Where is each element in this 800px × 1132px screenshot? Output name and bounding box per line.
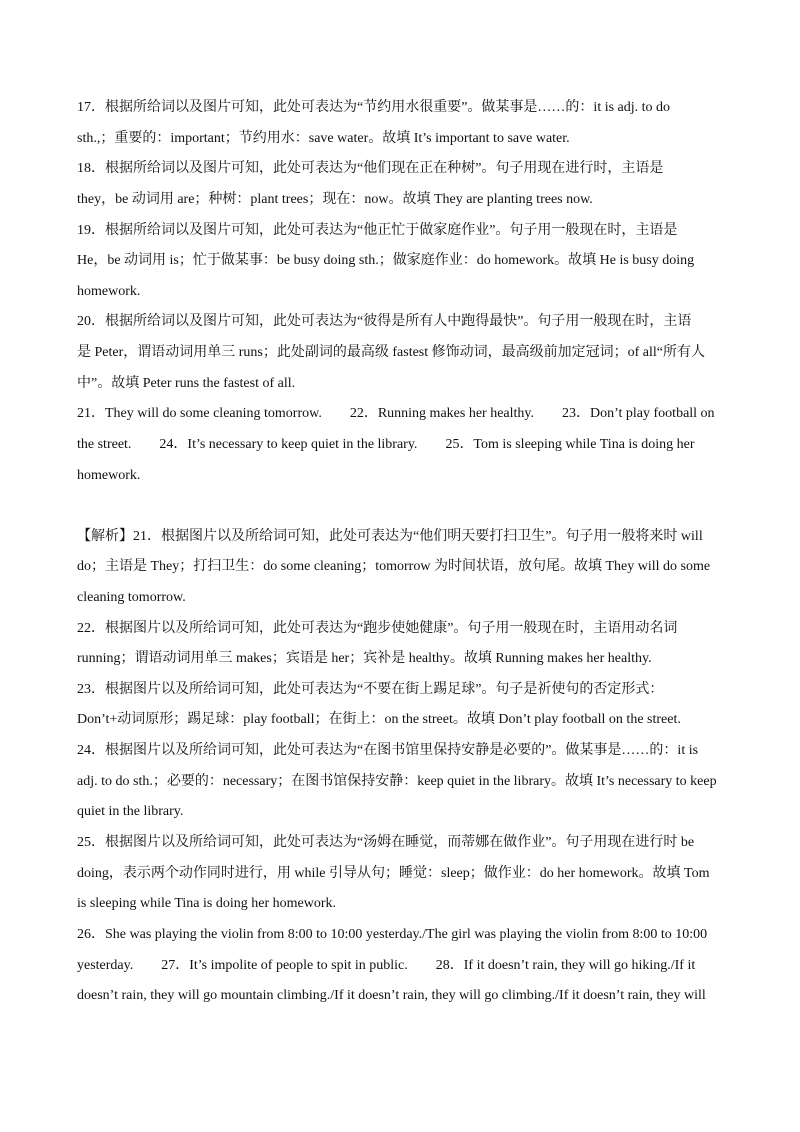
explanation-20-line-2: 是 Peter，谓语动词用单三 runs；此处副词的最高级 fastest 修饰动词，最高级前加定冠词；of all“所有人 (77, 345, 706, 361)
explanation-20-line-1: 20．根据所给词以及图片可知，此处可表达为“彼得是所有人中跑得最快”。句子用一般现在时，主语 (77, 314, 692, 330)
answer-row (77, 951, 717, 982)
paragraph-spacer (77, 491, 717, 521)
answer-21: 21．They will do some cleaning tomorrow. (77, 406, 322, 422)
analysis-21-line-2: do；主语是 They；打扫卫生：do some cleaning；tomorrow 为时间状语，放句尾。故填 They will do some (77, 559, 711, 575)
answers-26-28 (77, 920, 717, 1012)
answer-row (77, 399, 717, 430)
explanation-18-line-2: they，be 动词用 are；种树：plant trees；现在：now。故填 They are planting trees now. (77, 191, 593, 207)
answer-row (77, 920, 717, 951)
explanation-17-line-1: 17．根据所给词以及图片可知，此处可表达为“节约用水很重要”。做某事是……的：it is adj. to do (77, 100, 671, 115)
explanation-19-line-1: 19．根据所给词以及图片可知，此处可表达为“他正忙于做家庭作业”。句子用一般现在时，主语是 (77, 222, 678, 238)
analysis-21-line-1: 【解析】21．根据图片以及所给词可知，此处可表达为“他们明天要打扫卫生”。句子用一般将来时 will (77, 528, 703, 544)
analysis-22-line-1: 22．根据图片以及所给词可知，此处可表达为“跑步使她健康”。句子用一般现在时，主语用动名词 (77, 620, 678, 636)
analysis-21-25 (77, 522, 717, 920)
document-body (77, 93, 717, 1012)
analysis-23-line-1: 23．根据图片以及所给词可知，此处可表达为“不要在街上踢足球”。句子是祈使句的否定形式： (77, 681, 664, 697)
answer-26-end: yesterday. (77, 957, 134, 973)
answer-24: 24．It’s necessary to keep quiet in the library. (159, 437, 418, 453)
answer-row (77, 981, 717, 1012)
answer-23-end: the street. (77, 437, 132, 453)
answer-row (77, 430, 717, 461)
explanation-17-line-2: sth.,；重要的：important；节约用水：save water。故填 It’s important to save water. (77, 130, 570, 146)
analysis-21-line-3: cleaning tomorrow. (77, 589, 186, 605)
answer-27: 27．It’s impolite of people to spit in public. (161, 957, 408, 973)
analysis-23-line-2: Don’t+动词原形；踢足球：play football；在街上：on the street。故填 Don’t play football on the street. (77, 712, 681, 728)
analysis-25-line-3: is sleeping while Tina is doing her homework. (77, 896, 336, 912)
answers-21-25 (77, 399, 717, 491)
answer-23-start: 23．Don’t play football on (562, 406, 715, 422)
answer-25-start: 25．Tom is sleeping while Tina is doing her (445, 437, 695, 453)
explanations-17-20 (77, 93, 717, 399)
analysis-25-line-1: 25．根据图片以及所给词可知，此处可表达为“汤姆在睡觉，而蒂娜在做作业”。句子用现在进行时 be (77, 834, 695, 850)
analysis-24-line-1: 24．根据图片以及所给词可知，此处可表达为“在图书馆里保持安静是必要的”。做某事是……的：it is (77, 743, 699, 759)
explanation-20-line-3: 中”。故填 Peter runs the fastest of all. (77, 375, 296, 391)
analysis-24-line-2: adj. to do sth.；必要的：necessary；在图书馆保持安静：keep quiet in the library。故填 It’s necessary to keep (77, 773, 717, 789)
analysis-24-line-3: quiet in the library. (77, 804, 184, 820)
answer-28-continued: doesn’t rain, they will go mountain climbing./If it doesn’t rain, they will go climbing./If it doesn’t rain, they will (77, 988, 706, 1004)
answer-26: 26．She was playing the violin from 8:00 to 10:00 yesterday./The girl was playing the violin from 8:00 to 10:00 (77, 926, 708, 942)
explanation-18-line-1: 18．根据所给词以及图片可知，此处可表达为“他们现在正在种树”。句子用现在进行时，主语是 (77, 161, 664, 177)
explanation-19-line-3: homework. (77, 283, 141, 299)
answer-28-start: 28．If it doesn’t rain, they will go hiking./If it (435, 957, 696, 973)
answer-row (77, 461, 717, 492)
analysis-25-line-2: doing，表示两个动作同时进行，用 while 引导从句；睡觉：sleep；做作业：do her homework。故填 Tom (77, 865, 710, 881)
answer-25-end: homework. (77, 467, 141, 483)
answer-22: 22．Running makes her healthy. (349, 406, 534, 422)
explanation-19-line-2: He，be 动词用 is；忙于做某事：be busy doing sth.；做家庭作业：do homework。故填 He is busy doing (77, 253, 695, 269)
analysis-22-line-2: running；谓语动词用单三 makes；宾语是 her；宾补是 healthy。故填 Running makes her healthy. (77, 651, 652, 667)
